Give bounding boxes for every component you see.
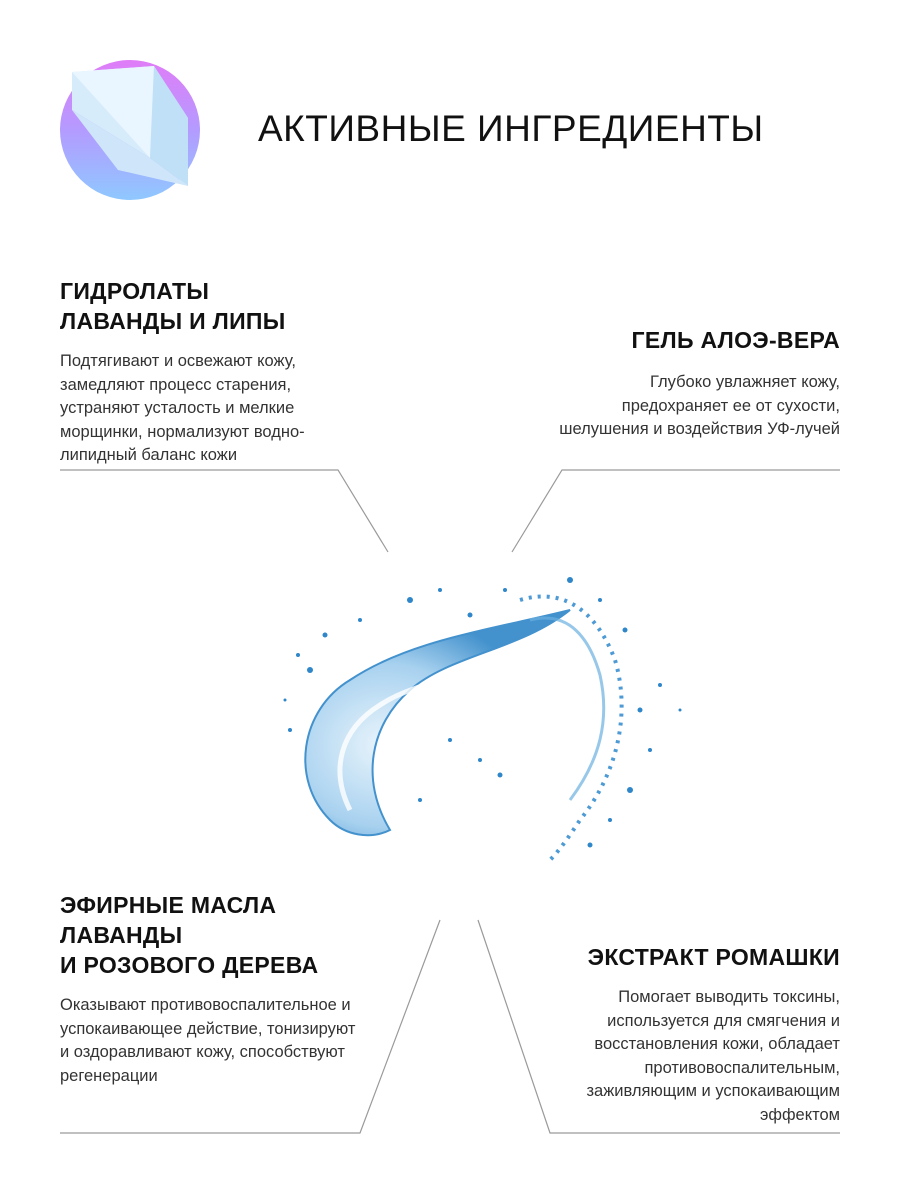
ingredient-description: Подтягивают и освежают кожу, замедляют процесс старения, устраняют усталость и мелкие морщинки, нормализуют водно-липидный баланс кожи <box>60 352 305 464</box>
ingredient-description: Глубоко увлажняет кожу, предохраняет ее от сухости, шелушения и воздействия УФ-лучей <box>559 373 840 438</box>
connector-line-top-right <box>512 470 840 552</box>
ingredient-title: ГИДРОЛАТЫ ЛАВАНДЫ И ЛИПЫ <box>60 278 286 334</box>
page-title: АКТИВНЫЕ ИНГРЕДИЕНТЫ <box>258 108 764 149</box>
ingredient-block-chamomile <box>530 942 840 1127</box>
ingredient-block-lavender-linden <box>60 276 360 468</box>
ingredient-title: ГЕЛЬ АЛОЭ-ВЕРА <box>631 327 840 353</box>
connector-line-top-left <box>60 470 388 552</box>
water-splash-image <box>270 560 700 870</box>
ingredient-title: ЭКСТРАКТ РОМАШКИ <box>587 944 840 970</box>
ingredient-title: ЭФИРНЫЕ МАСЛА ЛАВАНДЫ И РОЗОВОГО ДЕРЕВА <box>60 892 319 978</box>
ingredient-description: Оказывают противовоспалительное и успокаивающее действие, тонизируют и оздоравливают кожу, способствуют регенерации <box>60 996 356 1085</box>
ingredient-description: Помогает выводить токсины, используется для смягчения и восстановления кожи, обладает противовоспалительным, заживляющим и успокаивающим эффектом <box>586 988 840 1124</box>
ingredient-block-essential-oils <box>60 890 360 1088</box>
ingredient-block-aloe-vera <box>540 325 840 442</box>
